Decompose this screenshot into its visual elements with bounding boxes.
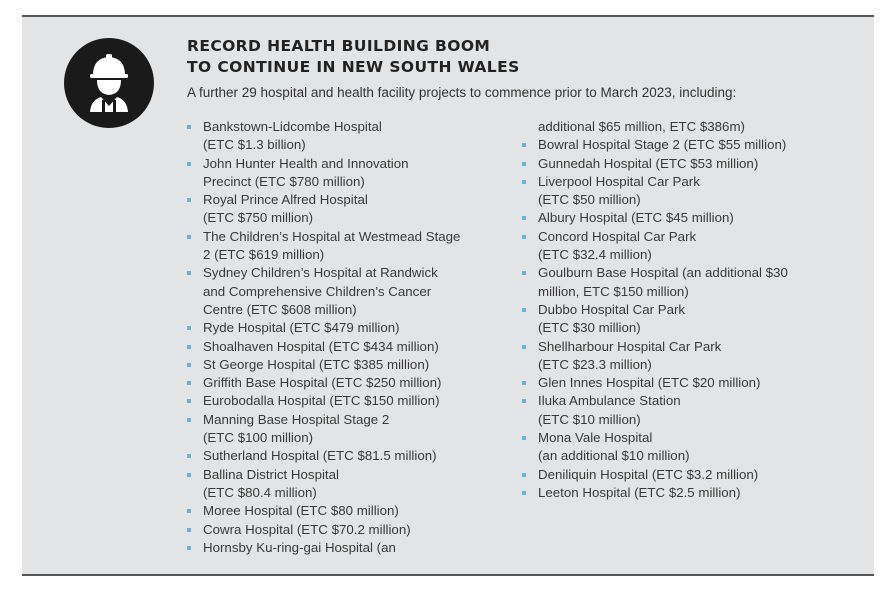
list-item: Sutherland Hospital (ETC $81.5 million) [187,447,507,465]
project-list-left [187,118,507,557]
list-item: Cowra Hospital (ETC $70.2 million) [187,521,507,539]
page-title [187,36,520,78]
list-item-continuation: (an additional $10 million) [538,448,690,464]
list-item-continuation: million, ETC $150 million) [538,283,689,299]
list-item-continuation: (ETC $10 million) [538,411,641,427]
list-item: Deniliquin Hospital (ETC $3.2 million) [522,466,852,484]
list-item: Iluka Ambulance Station [522,392,852,410]
bottom-rule [22,574,874,576]
list-item: St George Hospital (ETC $385 million) [187,356,507,374]
list-item-continuation: Precinct (ETC $780 million) [203,173,365,189]
list-item: Dubbo Hospital Car Park [522,301,852,319]
list-item: Concord Hospital Car Park [522,228,852,246]
list-item: Hornsby Ku-ring-gai Hospital (an [187,539,507,557]
list-item: Bowral Hospital Stage 2 (ETC $55 million) [522,136,852,154]
list-item-continuation: (ETC $50 million) [538,192,641,208]
list-item-continuation: (ETC $32.4 million) [538,247,652,263]
list-item-continuation: (ETC $1.3 billion) [203,137,306,153]
list-item-continuation: (ETC $30 million) [538,320,641,336]
title-line-2: TO CONTINUE IN NEW SOUTH WALES [187,58,520,76]
list-item: Albury Hospital (ETC $45 million) [522,209,852,227]
intro-text: A further 29 hospital and health facility projects to commence prior to March 2023, including: [187,85,737,100]
list-item: Moree Hospital (ETC $80 million) [187,502,507,520]
list-item: Goulburn Base Hospital (an additional $30 [522,264,852,282]
list-item: Liverpool Hospital Car Park [522,173,852,191]
list-item: Mona Vale Hospital [522,429,852,447]
list-item-continuation: 2 (ETC $619 million) [203,247,325,263]
list-item-continuation: (ETC $750 million) [203,210,314,226]
list-item: Manning Base Hospital Stage 2 [187,411,507,429]
list-item: The Children’s Hospital at Westmead Stage [187,228,507,246]
list-item-continuation: and Comprehensive Children’s Cancer [203,283,432,299]
list-item: Griffith Base Hospital (ETC $250 million) [187,374,507,392]
list-item-continuation: (ETC $23.3 million) [538,356,652,372]
list-item: Ballina District Hospital [187,466,507,484]
project-list-right [522,118,852,502]
list-item: Ryde Hospital (ETC $479 million) [187,319,507,337]
list-item: Leeton Hospital (ETC $2.5 million) [522,484,852,502]
list-item: Shoalhaven Hospital (ETC $434 million) [187,338,507,356]
construction-worker-icon [64,38,154,128]
list-item: Glen Innes Hospital (ETC $20 million) [522,374,852,392]
title-line-1: RECORD HEALTH BUILDING BOOM [187,37,491,55]
list-item-continuation: additional $65 million, ETC $386m) [538,119,745,134]
list-item: Gunnedah Hospital (ETC $53 million) [522,155,852,173]
list-item: Sydney Children’s Hospital at Randwick [187,264,507,282]
list-item-continuation: (ETC $80.4 million) [203,484,317,500]
list-item-continuation: (ETC $100 million) [203,430,314,446]
list-item: Shellharbour Hospital Car Park [522,338,852,356]
list-item: John Hunter Health and Innovation [187,155,507,173]
list-item: Eurobodalla Hospital (ETC $150 million) [187,392,507,410]
list-item-continuation: Centre (ETC $608 million) [203,301,357,317]
list-item: Royal Prince Alfred Hospital [187,191,507,209]
list-item: Bankstown-Lidcombe Hospital [187,118,507,136]
